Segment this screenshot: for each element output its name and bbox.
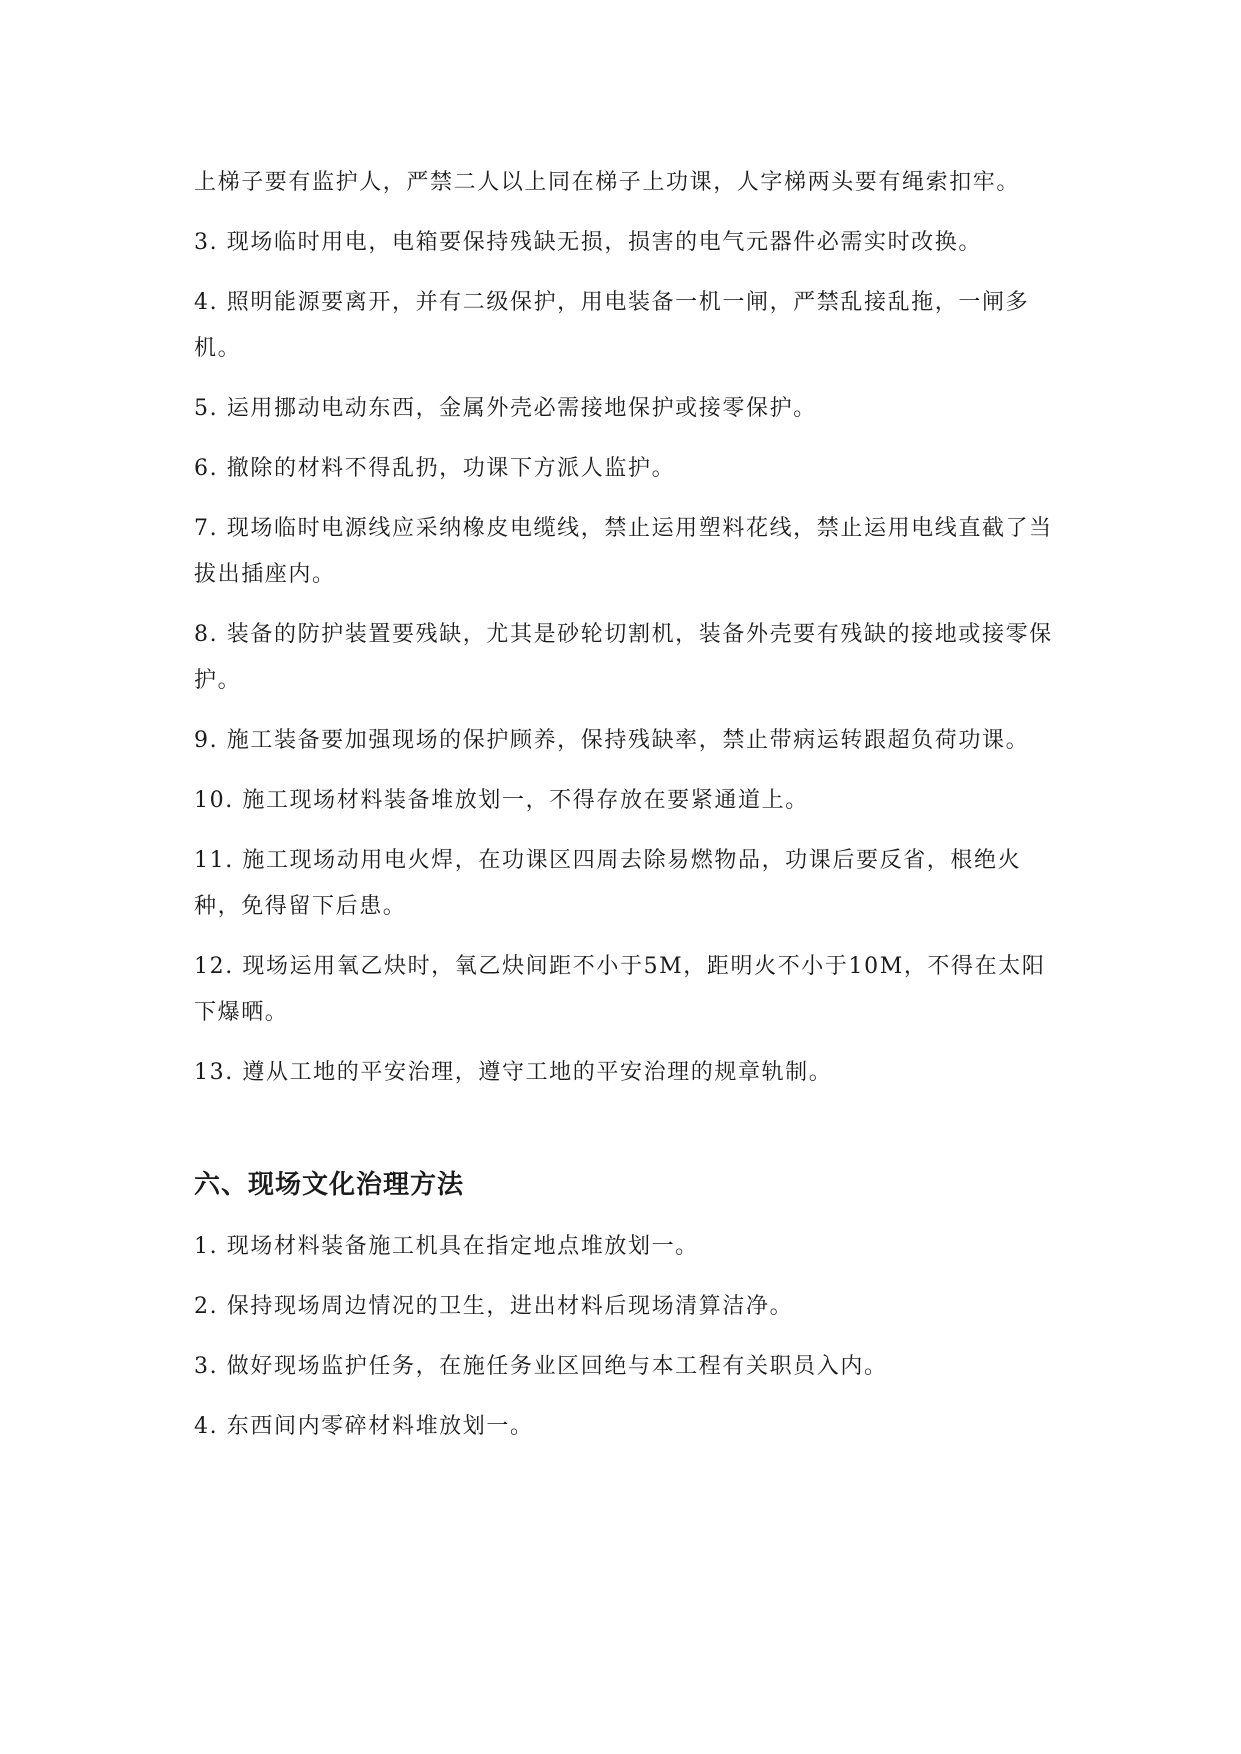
paragraph-ladder-supervision: 上梯子要有监护人，严禁二人以上同在梯子上功课，人字梯两头要有绳索扣牢。 <box>194 170 1021 195</box>
paragraph-item-6: 6. 撤除的材料不得乱扔，功课下方派人监护。 <box>194 456 676 481</box>
paragraph-item-3: 3. 现场临时用电，电箱要保持残缺无损，损害的电气元器件必需实时改换。 <box>194 230 982 255</box>
paragraph-item-4: 4. 照明能源要离开，并有二级保护，用电装备一机一闸，严禁乱接乱拖，一闸多机。 <box>194 290 1030 361</box>
paragraph-culture-item-4: 4. 东西间内零碎材料堆放划一。 <box>194 1414 534 1439</box>
paragraph-item-11: 11. 施工现场动用电火焊，在功课区四周去除易燃物品，功课后要反省，根绝火种，免得留下后患。 <box>194 848 1022 919</box>
paragraph-item-12: 12. 现场运用氧乙炔时，氧乙炔间距不小于5M，距明火不小于10M，不得在太阳下爆晒。 <box>194 954 1046 1025</box>
section-heading-site-culture: 六、现场文化治理方法 <box>194 1170 465 1200</box>
paragraph-item-5: 5. 运用挪动电动东西，金属外壳必需接地保护或接零保护。 <box>194 396 817 421</box>
paragraph-item-9: 9. 施工装备要加强现场的保护顾养，保持残缺率，禁止带病运转跟超负荷功课。 <box>194 728 1030 753</box>
paragraph-culture-item-3: 3. 做好现场监护任务，在施任务业区回绝与本工程有关职员入内。 <box>194 1354 888 1379</box>
document-body <box>194 160 1054 1464</box>
paragraph-culture-item-1: 1. 现场材料装备施工机具在指定地点堆放划一。 <box>194 1234 699 1259</box>
paragraph-culture-item-2: 2. 保持现场周边情况的卫生，进出材料后现场清算洁净。 <box>194 1294 794 1319</box>
paragraph-item-8: 8. 装备的防护装置要残缺，尤其是砂轮切割机，装备外壳要有残缺的接地或接零保护。 <box>194 622 1053 693</box>
paragraph-item-10: 10. 施工现场材料装备堆放划一，不得存放在要紧通道上。 <box>194 788 809 813</box>
paragraph-item-7: 7. 现场临时电源线应采纳橡皮电缆线，禁止运用塑料花线，禁止运用电线直截了当拔出插座内。 <box>194 516 1053 587</box>
paragraph-item-13: 13. 遵从工地的平安治理，遵守工地的平安治理的规章轨制。 <box>194 1060 833 1085</box>
